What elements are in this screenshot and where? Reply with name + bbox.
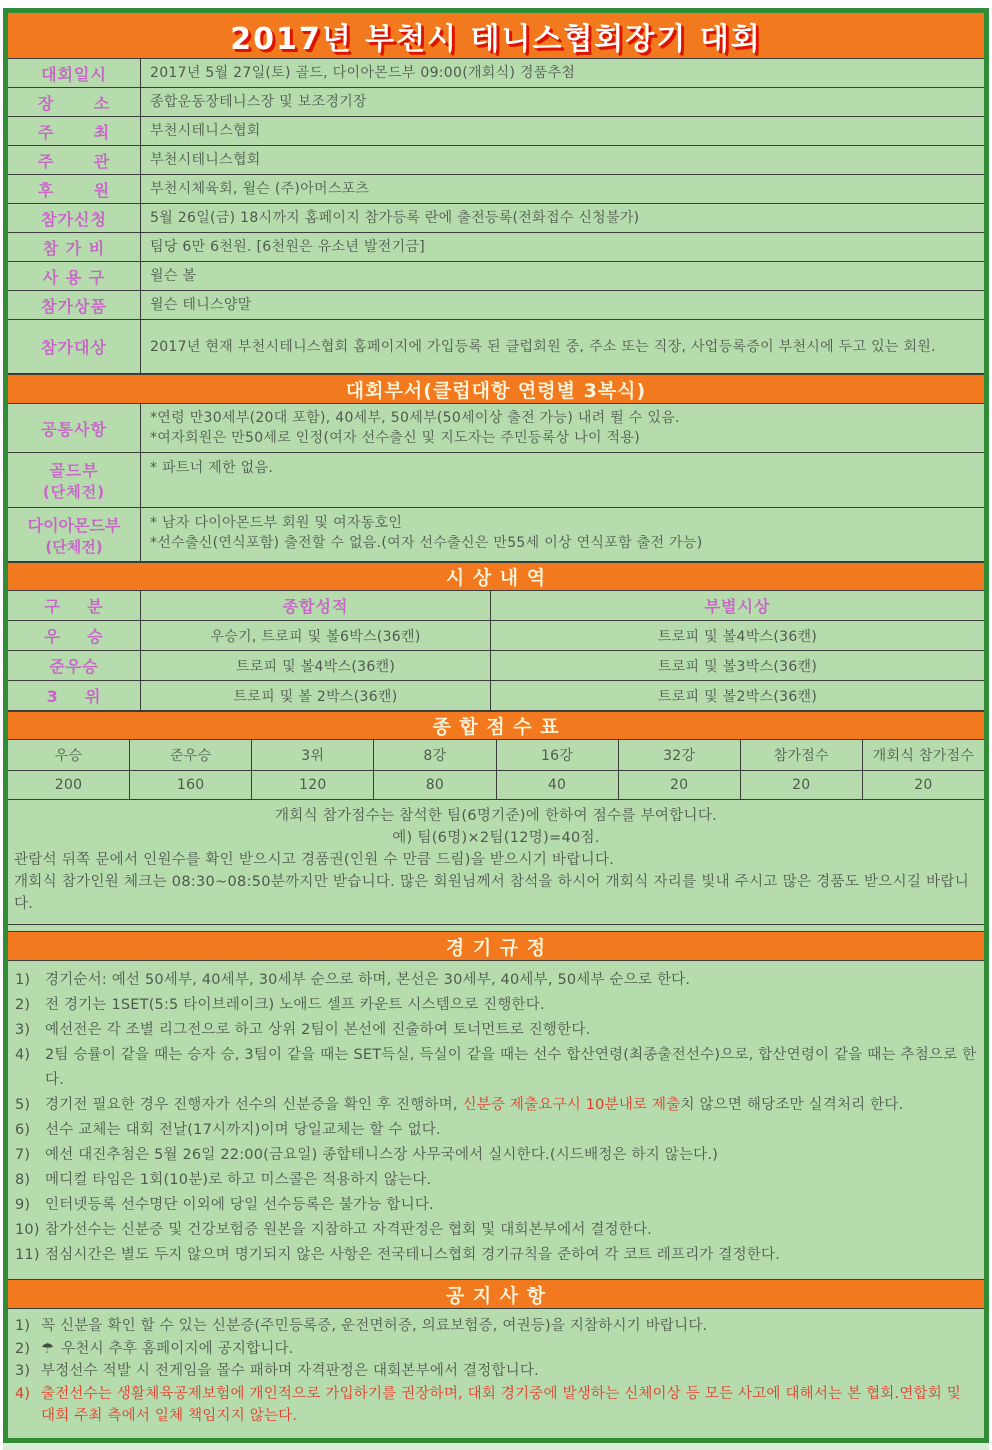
info-row-value: 2017년 현재 부천시테니스협회 홈페이지에 가입등록 된 클럽회원 중, 주소 또는 직장, 사업등록증이 부천시에 두고 있는 회원. <box>150 338 936 355</box>
info-row <box>8 291 984 320</box>
department-value: * 파트너 제한 없음. <box>150 460 274 476</box>
score-note-line: 예) 팀(6명)×2팀(12명)=40점. <box>392 830 600 846</box>
notice-item: 3) 부정선수 적발 시 전게임을 몰수 패하며 자격판정은 대회본부에서 결정합니다. <box>15 1363 539 1379</box>
info-row-label: 후 원 <box>8 175 141 203</box>
rules-list <box>8 961 984 1279</box>
info-row <box>8 88 984 117</box>
info-row-value: 부천시테니스협회 <box>150 123 261 139</box>
page-bottom-strip <box>3 1443 989 1450</box>
info-row-value: 부천시테니스협회 <box>150 152 261 168</box>
rule-item: 4) 2팀 승률이 같을 때는 승자 승, 3팀이 같을 때는 SET득실, 득실이 같을 때는 선수 합산연령(최종출전선수)으로, 합산연령이 같을 때는 추첨으로 한다. <box>15 1047 977 1088</box>
score-col-header: 우승 <box>8 740 130 770</box>
awards-row <box>8 681 984 711</box>
department-row <box>8 453 984 508</box>
rule-item: 9) 인터넷등록 선수명단 이외에 당일 선수등록은 불가능 합니다. <box>15 1197 434 1213</box>
document-title: 2017년 부천시 테니스협회장기 대회 <box>230 21 762 57</box>
section-header-notices: 공 지 사 항 <box>8 1279 984 1309</box>
info-row <box>8 233 984 262</box>
score-header-row <box>8 740 984 771</box>
rule-item: 7) 예선 대진추첨은 5월 26일 22:00(금요일) 종합테니스장 사무국에서 실시한다.(시드배정은 하지 않는다.) <box>15 1147 719 1163</box>
department-label: 다이아몬드부 (단체전) <box>8 508 141 561</box>
rule-item: 2) 전 경기는 1SET(5:5 타이브레이크) 노애드 셀프 카운트 시스템으로 진행한다. <box>15 997 545 1013</box>
info-row-value: 팀당 6만 6천원. [6천원은 유소년 발전기금] <box>150 239 426 255</box>
department-value: * 남자 다이아몬드부 회원 및 여자동호인 *선수출신(연식포함) 출전할 수 없음.(여자 선수출신은 만55세 이상 연식포함 출전 가능) <box>150 515 703 551</box>
department-label: 골드부 (단체전) <box>8 453 141 507</box>
info-row-value: 윌슨 테니스양말 <box>150 297 252 313</box>
score-col-header: 16강 <box>497 740 619 770</box>
awards-overall-prize: 트로피 및 볼4박스(36캔) <box>141 651 491 680</box>
section-header-departments: 대회부서(클럽대항 연령별 3복식) <box>8 374 984 404</box>
tournament-notice-table <box>3 8 989 1443</box>
info-row-value: 부천시체육회, 윌슨 (주)아머스포츠 <box>150 181 370 197</box>
document-page <box>0 8 992 1450</box>
rule-item: 6) 선수 교체는 대회 전날(17시까지)이며 당일교체는 할 수 없다. <box>15 1122 441 1138</box>
score-value: 20 <box>741 771 863 799</box>
notice-item-warning: 4) 출전선수는 생활체육공제보험에 개인적으로 가입하기를 권장하며, 대회 경기중에 발생하는 신체이상 등 모든 사고에 대해서는 본 협회.연합회 및 대회 주최 측에서 일체 책임지지 않는다. <box>15 1385 961 1424</box>
rule-item: 5) 경기전 필요한 경우 진행자가 선수의 신분증을 확인 후 진행하며, 신분증 제출요구시 10분내로 제출치 않으면 해당조만 실격처리 한다. <box>15 1097 904 1113</box>
awards-row <box>8 621 984 651</box>
score-value: 120 <box>252 771 374 799</box>
info-row-label: 주 최 <box>8 117 141 145</box>
umbrella-icon: ☂ <box>41 1340 55 1357</box>
awards-col-by-part: 부별시상 <box>704 597 771 616</box>
info-row-value: 윌슨 볼 <box>150 268 197 284</box>
info-row <box>8 320 984 374</box>
score-value: 20 <box>914 777 933 793</box>
section-header-awards: 시 상 내 역 <box>8 562 984 591</box>
score-col-header: 3위 <box>252 740 374 770</box>
awards-header-row <box>8 591 984 621</box>
score-value: 80 <box>374 771 496 799</box>
score-col-header: 8강 <box>374 740 496 770</box>
info-row <box>8 262 984 291</box>
score-values-row <box>8 771 984 800</box>
notice-item: 2) ☂ 우천시 추후 홈페이지에 공지합니다. <box>15 1340 294 1357</box>
awards-by-part-prize: 트로피 및 볼4박스(36캔) <box>657 628 818 645</box>
score-col-header: 참가점수 <box>741 740 863 770</box>
info-row-label: 참 가 비 <box>8 233 141 261</box>
awards-row-label: 준우승 <box>8 651 141 680</box>
info-row-label: 주 관 <box>8 146 141 174</box>
rule-item: 1) 경기순서: 예선 50세부, 40세부, 30세부 순으로 하며, 본선은 30세부, 40세부, 50세부 순으로 한다. <box>15 972 691 988</box>
info-row <box>8 204 984 233</box>
score-col-header: 32강 <box>619 740 741 770</box>
info-row <box>8 117 984 146</box>
info-row-value: 2017년 5월 27일(토) 골드, 다이아몬드부 09:00(개회식) 경품추첨 <box>150 65 576 81</box>
department-row <box>8 508 984 562</box>
department-row <box>8 404 984 453</box>
awards-row-label: 3 위 <box>8 681 141 710</box>
info-row <box>8 146 984 175</box>
awards-col-division: 구 분 <box>8 591 141 620</box>
info-row-label: 참가상품 <box>8 291 141 319</box>
section-header-scores: 종 합 점 수 표 <box>8 711 984 740</box>
info-row-value: 종합운동장테니스장 및 보조경기장 <box>150 94 367 110</box>
info-row-label: 참가대상 <box>8 320 141 373</box>
info-row-value: 5월 26일(금) 18시까지 홈페이지 참가등록 란에 출전등록(전화접수 신청불가) <box>150 210 640 226</box>
score-note-line: 개회식 참가점수는 참석한 팀(6명기준)에 한하여 점수를 부여합니다. <box>274 808 718 824</box>
awards-by-part-prize: 트로피 및 볼3박스(36캔) <box>657 658 818 675</box>
awards-row <box>8 651 984 681</box>
department-label: 공통사항 <box>8 404 141 452</box>
info-row <box>8 59 984 88</box>
rule-warning-red-text: 신분증 제출요구시 10분내로 제출 <box>462 1097 681 1113</box>
score-value: 20 <box>619 771 741 799</box>
info-row-label: 장 소 <box>8 88 141 116</box>
awards-row-label: 우 승 <box>8 621 141 650</box>
score-value: 200 <box>8 771 130 799</box>
info-row-label: 대회일시 <box>8 59 141 87</box>
info-row <box>8 175 984 204</box>
awards-overall-prize: 트로피 및 볼 2박스(36캔) <box>141 681 491 710</box>
awards-overall-prize: 우승기, 트로피 및 볼6박스(36캔) <box>141 621 491 650</box>
title-bar <box>8 13 984 59</box>
section-header-rules: 경 기 규 정 <box>8 931 984 961</box>
rule-item: 8) 메디컬 타임은 1회(10분)로 하고 미스콜은 적용하지 않는다. <box>15 1172 432 1188</box>
department-value: *연령 만30세부(20대 포함), 40세부, 50세부(50세이상 출전 가능) 내려 뛸 수 있음. *여자회원은 만50세로 인정(여자 선수출신 및 지도자는 주민등록상 나이 적용) <box>150 410 680 446</box>
score-note-line: 개회식 참가인원 체크는 08:30~08:50분까지만 받습니다. 많은 회원님께서 참석을 하시어 개회식 자리를 빛내 주시고 많은 경품도 받으시길 바랍니다. <box>14 874 970 912</box>
score-notes <box>8 800 984 925</box>
rule-item: 11) 점심시간은 별도 두지 않으며 명기되지 않은 사항은 전국테니스협회 경기규칙을 준하여 각 코트 레프리가 결정한다. <box>15 1247 781 1263</box>
score-col-header: 개회식 참가점수 <box>872 748 975 764</box>
info-row-label: 사 용 구 <box>8 262 141 290</box>
score-value: 160 <box>130 771 252 799</box>
score-col-header: 준우승 <box>130 740 252 770</box>
score-note-line: 관람석 뒤쪽 문에서 인원수를 확인 받으시고 경품권(인원 수 만큼 드림)을 받으시기 바랍니다. <box>14 852 615 868</box>
info-row-label: 참가신청 <box>8 204 141 232</box>
score-value: 40 <box>497 771 619 799</box>
awards-col-overall: 종합성적 <box>141 591 491 620</box>
rule-item: 10) 참가선수는 신분증 및 건강보험증 원본을 지참하고 자격판정은 협회 및 대회본부에서 결정한다. <box>15 1222 652 1238</box>
notice-item: 1) 꼭 신분을 확인 할 수 있는 신분증(주민등록증, 운전면허증, 의료보험증, 여권등)을 지참하시기 바랍니다. <box>15 1318 708 1334</box>
notices-list <box>8 1309 984 1438</box>
awards-by-part-prize: 트로피 및 볼2박스(36캔) <box>657 688 818 705</box>
rule-item: 3) 예선전은 각 조별 리그전으로 하고 상위 2팀이 본선에 진출하여 토너먼트로 진행한다. <box>15 1022 591 1038</box>
